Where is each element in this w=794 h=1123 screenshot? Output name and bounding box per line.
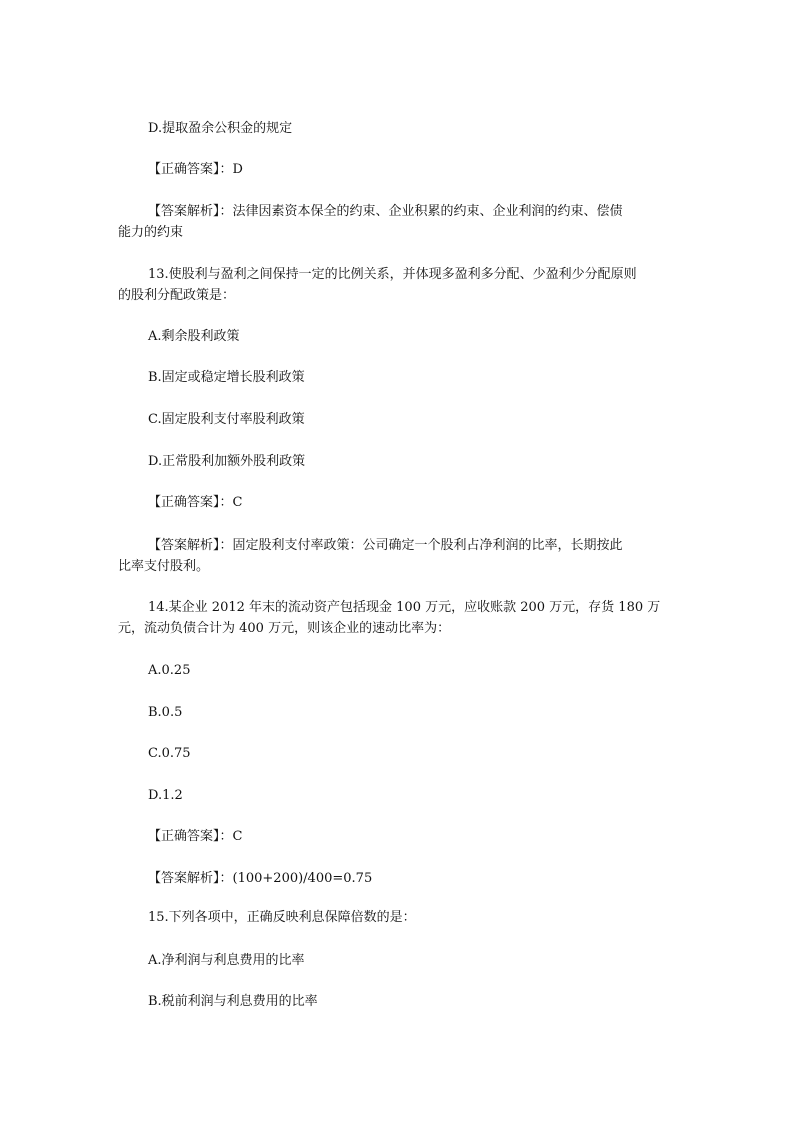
q13-question-line-1: 13.使股利与盈利之间保持一定的比例关系，并体现多盈利多分配、少盈利少分配原则 xyxy=(148,267,637,282)
q15-question-line-1: 15.下列各项中，正确反映利息保障倍数的是： xyxy=(148,910,416,925)
analysis-text: (100+200)/400=0.75 xyxy=(232,871,373,886)
q12-option-d: D.提取盈余公积金的规定 xyxy=(148,121,293,136)
answer-value: C xyxy=(232,495,243,510)
analysis-text: 固定股利支付率政策：公司确定一个股利占净利润的比率，长期按此 xyxy=(232,538,623,553)
q14-answer xyxy=(148,826,708,847)
q14-question-line-2: 元，流动负债合计为 400 万元，则该企业的速动比率为： xyxy=(118,621,451,636)
answer-value: C xyxy=(232,829,243,844)
q13-option-c: C.固定股利支付率股利政策 xyxy=(148,412,305,427)
q14-option-d: D.1.2 xyxy=(148,788,183,803)
analysis-label: 【答案解析】： xyxy=(148,204,233,219)
analysis-label: 【答案解析】： xyxy=(148,538,233,553)
q14-question-line-1: 14.某企业 2012 年末的流动资产包括现金 100 万元，应收账款 200 万元，存货 180 万 xyxy=(148,600,661,615)
answer-label: 【正确答案】： xyxy=(148,162,233,177)
q14-analysis-line-1 xyxy=(148,868,708,889)
q15-option-b: B.税前利润与利息费用的比率 xyxy=(148,994,318,1009)
q13-option-a: A.剩余股利政策 xyxy=(148,329,240,344)
q14-option-c: C.0.75 xyxy=(148,746,191,761)
q13-answer xyxy=(148,492,708,513)
analysis-text: 法律因素资本保全的约束、企业积累的约束、企业利润的约束、偿债 xyxy=(232,204,623,219)
q15-option-a: A.净利润与利息费用的比率 xyxy=(148,953,305,968)
q12-answer xyxy=(148,159,708,180)
answer-value: D xyxy=(232,162,243,177)
answer-label: 【正确答案】： xyxy=(148,495,233,510)
q13-option-d: D.正常股利加额外股利政策 xyxy=(148,454,306,469)
answer-label: 【正确答案】： xyxy=(148,829,233,844)
analysis-label: 【答案解析】： xyxy=(148,871,233,886)
q12-analysis-line-2: 能力的约束 xyxy=(118,225,184,240)
q13-analysis-line-1 xyxy=(148,535,708,556)
q13-analysis-line-2: 比率支付股利。 xyxy=(118,559,210,574)
q14-option-a: A.0.25 xyxy=(148,663,191,678)
q14-option-b: B.0.5 xyxy=(148,705,183,720)
q13-option-b: B.固定或稳定增长股利政策 xyxy=(148,370,305,385)
q12-analysis-line-1 xyxy=(148,201,708,222)
q13-question-line-2: 的股利分配政策是： xyxy=(118,288,236,303)
